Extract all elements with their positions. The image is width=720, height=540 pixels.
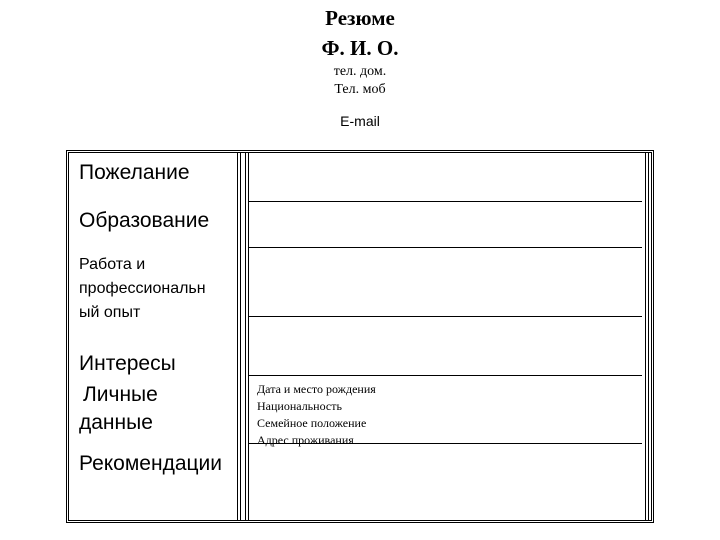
address: Адрес проживания xyxy=(257,433,354,447)
column-divider-left xyxy=(237,153,241,520)
row-divider xyxy=(249,316,642,317)
label-education: Образование xyxy=(79,209,210,232)
nationality: Национальность xyxy=(257,399,342,413)
label-personal-line2: данные xyxy=(79,411,153,434)
label-interests: Интересы xyxy=(79,352,176,375)
home-phone: тел. дом. xyxy=(333,64,387,79)
row-divider xyxy=(249,201,642,202)
resume-table xyxy=(66,150,654,523)
label-work-line1: Работа и xyxy=(79,256,146,273)
personal-details-list xyxy=(257,381,376,449)
marital-status: Семейное положение xyxy=(257,416,367,430)
label-personal-line1: Личные xyxy=(83,383,158,406)
row-divider xyxy=(249,375,642,376)
label-wish: Пожелание xyxy=(79,161,190,184)
label-recommendations: Рекомендации xyxy=(79,452,223,475)
birth-date-place: Дата и место рождения xyxy=(257,382,376,396)
label-work-line3: ый опыт xyxy=(79,304,141,321)
full-name-placeholder: Ф. И. О. xyxy=(321,36,399,60)
email: E-mail xyxy=(340,113,380,129)
label-work-line2: профессиональн xyxy=(79,280,206,297)
column-divider-left-inner xyxy=(245,153,249,520)
row-divider xyxy=(249,247,642,248)
resume-title: Резюме xyxy=(325,6,395,30)
mobile-phone: Тел. моб xyxy=(334,82,386,97)
column-divider-right xyxy=(645,153,649,520)
